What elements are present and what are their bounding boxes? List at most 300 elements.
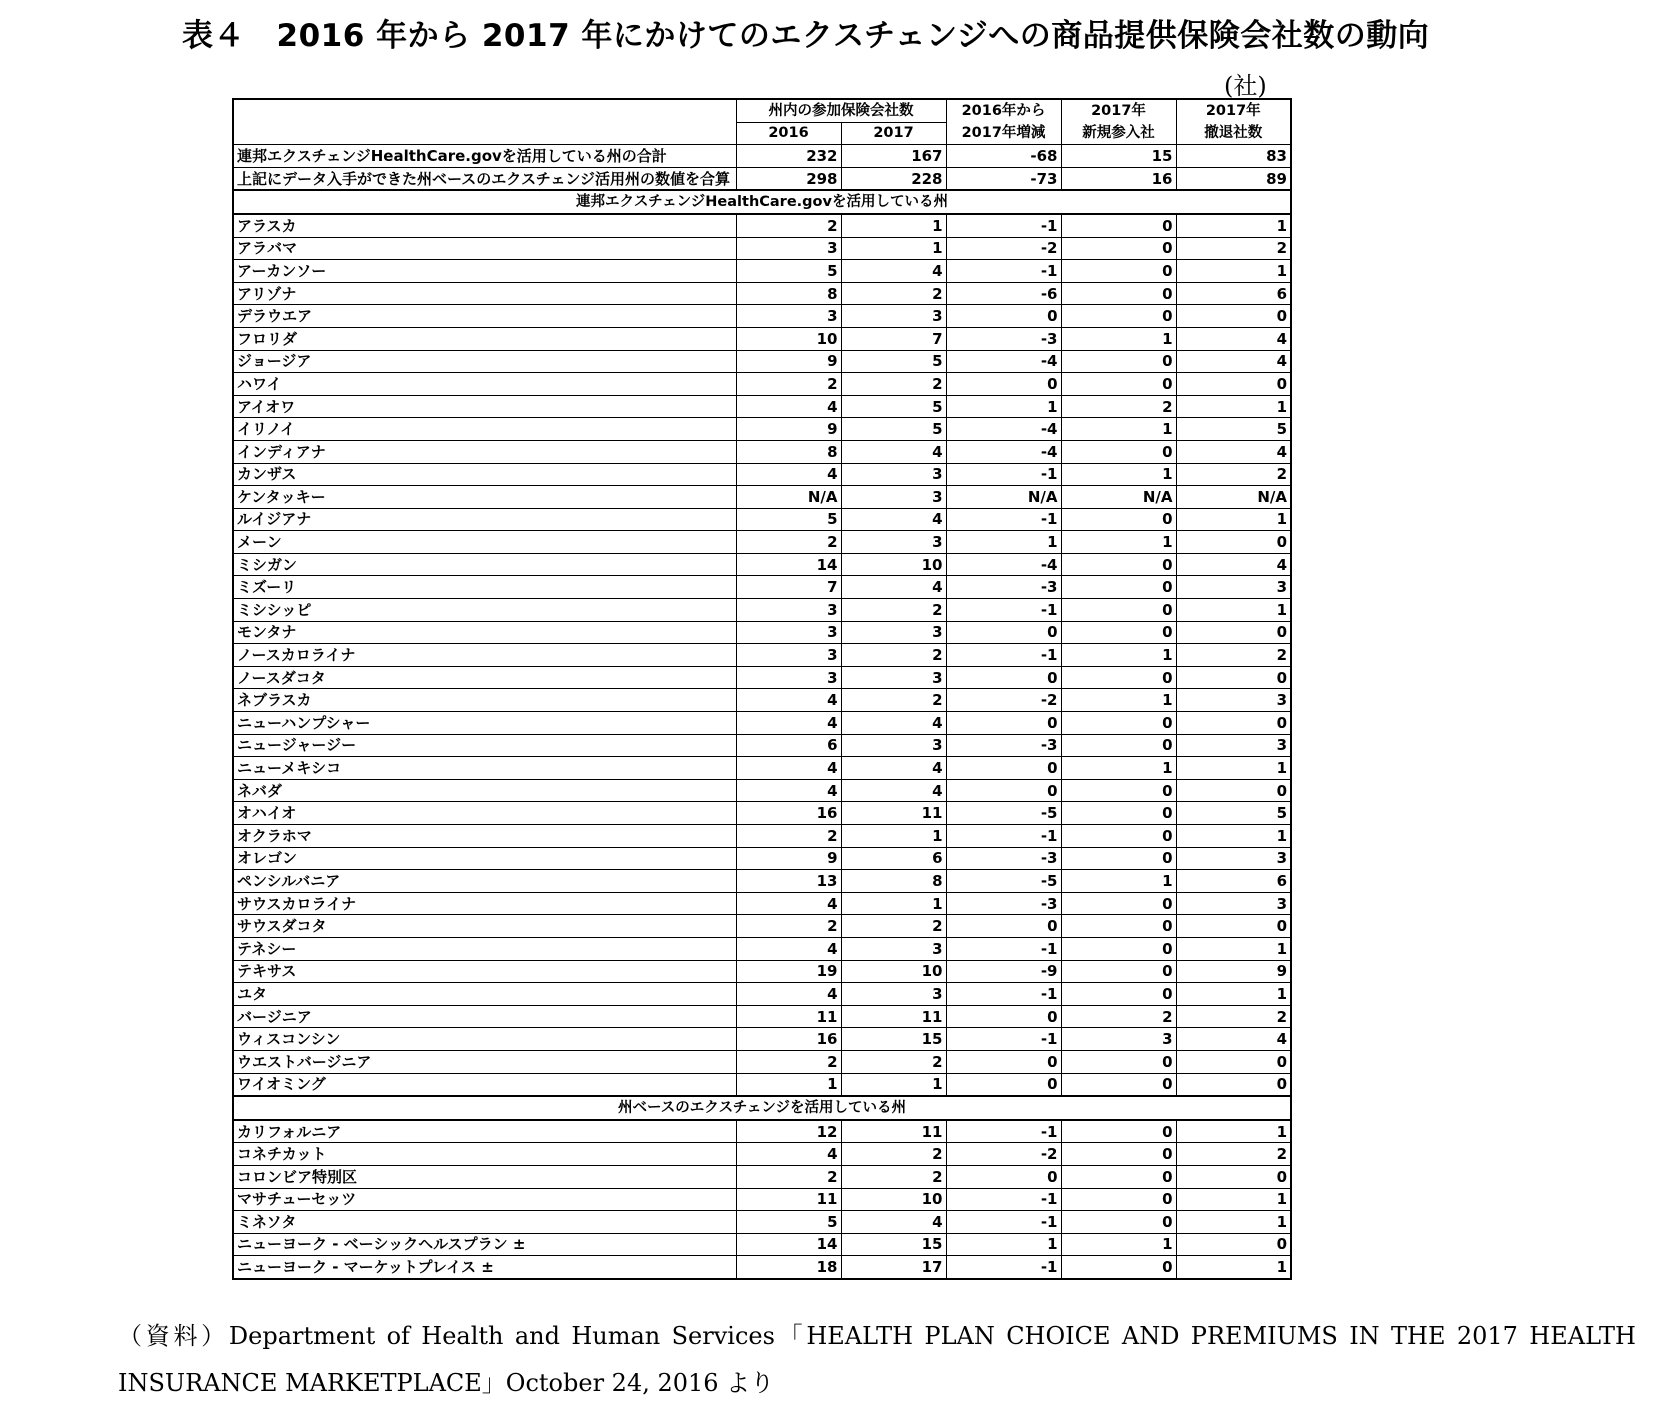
row-label: サウスダコタ [233, 915, 736, 938]
cell-new: 0 [1061, 937, 1176, 960]
cell-exit: 1 [1176, 599, 1291, 622]
cell-v2017: 2 [841, 282, 946, 305]
header-exit-line1: 2017年 [1176, 99, 1291, 122]
row-label: アラバマ [233, 237, 736, 260]
cell-new: 1 [1061, 463, 1176, 486]
cell-v2016: 2 [736, 915, 841, 938]
table-body [233, 145, 1291, 1279]
cell-exit: 1 [1176, 1120, 1291, 1143]
cell-v2017: 4 [841, 508, 946, 531]
cell-v2016: 14 [736, 1233, 841, 1256]
row-label: 連邦エクスチェンジHealthCare.govを活用している州の合計 [233, 145, 736, 168]
cell-change: -1 [946, 1120, 1061, 1143]
table-row [233, 712, 1291, 735]
cell-v2016: 5 [736, 508, 841, 531]
cell-v2016: 3 [736, 621, 841, 644]
table-row [233, 689, 1291, 712]
cell-new: 0 [1061, 553, 1176, 576]
row-label: ウィスコンシン [233, 1028, 736, 1051]
cell-v2016: 4 [736, 689, 841, 712]
unit-label: (社) [1224, 72, 1267, 100]
table-row [233, 644, 1291, 667]
table-row [233, 1188, 1291, 1211]
row-label: アリゾナ [233, 282, 736, 305]
row-label: オクラホマ [233, 825, 736, 848]
cell-new: 0 [1061, 734, 1176, 757]
row-label: ネバダ [233, 779, 736, 802]
table-row [233, 1005, 1291, 1028]
table-row [233, 1073, 1291, 1096]
cell-new: 0 [1061, 1211, 1176, 1234]
row-label: ユタ [233, 983, 736, 1006]
section-federal [233, 190, 1291, 214]
cell-change: 0 [946, 621, 1061, 644]
row-label: テキサス [233, 960, 736, 983]
row-label: テネシー [233, 937, 736, 960]
cell-v2017: 3 [841, 621, 946, 644]
cell-new: 0 [1061, 282, 1176, 305]
cell-v2016: 3 [736, 644, 841, 667]
cell-exit: 4 [1176, 350, 1291, 373]
cell-change: -1 [946, 1188, 1061, 1211]
row-label: ニューヨーク - マーケットプレイス ± [233, 1256, 736, 1279]
header-2016: 2016 [736, 122, 841, 145]
cell-v2017: 3 [841, 305, 946, 328]
row-label: ニューメキシコ [233, 757, 736, 780]
cell-change: -2 [946, 689, 1061, 712]
cell-exit: 4 [1176, 553, 1291, 576]
cell-v2016: 4 [736, 983, 841, 1006]
cell-v2016: 2 [736, 214, 841, 237]
cell-new: 0 [1061, 440, 1176, 463]
cell-v2017: 3 [841, 666, 946, 689]
table-row [233, 1165, 1291, 1188]
cell-exit: 1 [1176, 1211, 1291, 1234]
cell-v2017: 11 [841, 1005, 946, 1028]
cell-v2016: 4 [736, 712, 841, 735]
cell-new: 0 [1061, 1120, 1176, 1143]
row-label: ハワイ [233, 373, 736, 396]
cell-v2017: 5 [841, 418, 946, 441]
cell-new: 0 [1061, 508, 1176, 531]
header-exit-line2: 撤退社数 [1176, 122, 1291, 145]
cell-v2016: 5 [736, 260, 841, 283]
cell-v2016: N/A [736, 486, 841, 509]
cell-v2016: 4 [736, 892, 841, 915]
cell-v2017: 4 [841, 1211, 946, 1234]
cell-v2017: 1 [841, 825, 946, 848]
cell-v2017: 11 [841, 802, 946, 825]
table-row [233, 779, 1291, 802]
cell-v2016: 298 [736, 167, 841, 190]
cell-new: 1 [1061, 689, 1176, 712]
cell-v2017: 6 [841, 847, 946, 870]
header-2017: 2017 [841, 122, 946, 145]
cell-exit: 1 [1176, 1188, 1291, 1211]
row-label: オレゴン [233, 847, 736, 870]
row-label: カリフォルニア [233, 1120, 736, 1143]
table-row [233, 734, 1291, 757]
cell-exit: 0 [1176, 666, 1291, 689]
row-label: オハイオ [233, 802, 736, 825]
cell-v2016: 16 [736, 802, 841, 825]
cell-exit: 0 [1176, 915, 1291, 938]
cell-v2017: 3 [841, 734, 946, 757]
row-label: コロンビア特別区 [233, 1165, 736, 1188]
cell-new: N/A [1061, 486, 1176, 509]
cell-v2016: 13 [736, 870, 841, 893]
cell-v2017: 4 [841, 757, 946, 780]
cell-exit: 1 [1176, 825, 1291, 848]
cell-v2017: 7 [841, 327, 946, 350]
cell-exit: 1 [1176, 1256, 1291, 1279]
cell-exit: 1 [1176, 260, 1291, 283]
cell-exit: 0 [1176, 1073, 1291, 1096]
cell-new: 0 [1061, 1256, 1176, 1279]
row-label: バージニア [233, 1005, 736, 1028]
cell-v2016: 4 [736, 463, 841, 486]
cell-v2017: 15 [841, 1028, 946, 1051]
cell-new: 0 [1061, 892, 1176, 915]
cell-new: 2 [1061, 1005, 1176, 1028]
section-label: 州ベースのエクスチェンジを活用している州 [233, 1096, 1291, 1120]
cell-change: 0 [946, 1165, 1061, 1188]
cell-v2017: 17 [841, 1256, 946, 1279]
table-row [233, 960, 1291, 983]
cell-exit: 2 [1176, 237, 1291, 260]
source-note-line2: INSURANCE MARKETPLACE」October 24, 2016 より [118, 1369, 775, 1397]
cell-change: 0 [946, 757, 1061, 780]
cell-exit: 3 [1176, 847, 1291, 870]
cell-change: 0 [946, 779, 1061, 802]
cell-change: -1 [946, 1211, 1061, 1234]
cell-v2016: 7 [736, 576, 841, 599]
row-label: ミシガン [233, 553, 736, 576]
cell-exit: 1 [1176, 214, 1291, 237]
cell-v2016: 4 [736, 937, 841, 960]
cell-new: 1 [1061, 418, 1176, 441]
header-empty [233, 99, 736, 122]
row-label: インディアナ [233, 440, 736, 463]
cell-v2017: 2 [841, 915, 946, 938]
cell-v2017: 167 [841, 145, 946, 168]
cell-change: -1 [946, 599, 1061, 622]
cell-exit: 1 [1176, 757, 1291, 780]
cell-v2017: 228 [841, 167, 946, 190]
cell-v2017: 10 [841, 1188, 946, 1211]
row-label: カンザス [233, 463, 736, 486]
cell-new: 0 [1061, 847, 1176, 870]
cell-v2017: 3 [841, 463, 946, 486]
cell-change: 0 [946, 915, 1061, 938]
cell-exit: 3 [1176, 576, 1291, 599]
cell-v2016: 2 [736, 1050, 841, 1073]
cell-exit: 5 [1176, 802, 1291, 825]
cell-v2017: 4 [841, 576, 946, 599]
row-label: アイオワ [233, 395, 736, 418]
header-new-line2: 新規参入社 [1061, 122, 1176, 145]
cell-v2017: 4 [841, 712, 946, 735]
table-row [233, 825, 1291, 848]
cell-new: 1 [1061, 531, 1176, 554]
cell-change: -3 [946, 734, 1061, 757]
cell-v2016: 1 [736, 1073, 841, 1096]
table-row [233, 847, 1291, 870]
cell-new: 3 [1061, 1028, 1176, 1051]
table-row [233, 145, 1291, 168]
cell-new: 0 [1061, 621, 1176, 644]
cell-new: 16 [1061, 167, 1176, 190]
cell-v2017: 3 [841, 937, 946, 960]
cell-change: -4 [946, 440, 1061, 463]
cell-v2016: 3 [736, 666, 841, 689]
cell-exit: 6 [1176, 282, 1291, 305]
cell-new: 0 [1061, 576, 1176, 599]
cell-v2016: 14 [736, 553, 841, 576]
header-change-line1: 2016年から [946, 99, 1061, 122]
cell-v2017: 8 [841, 870, 946, 893]
cell-v2017: 2 [841, 689, 946, 712]
table-row [233, 621, 1291, 644]
cell-exit: 4 [1176, 440, 1291, 463]
cell-exit: 6 [1176, 870, 1291, 893]
row-label: サウスカロライナ [233, 892, 736, 915]
table-row [233, 757, 1291, 780]
cell-new: 0 [1061, 350, 1176, 373]
cell-exit: 4 [1176, 1028, 1291, 1051]
cell-v2016: 3 [736, 305, 841, 328]
cell-exit: 0 [1176, 1233, 1291, 1256]
cell-change: 0 [946, 305, 1061, 328]
cell-change: 1 [946, 395, 1061, 418]
row-label: ペンシルバニア [233, 870, 736, 893]
cell-change: 1 [946, 1233, 1061, 1256]
cell-change: -5 [946, 870, 1061, 893]
cell-exit: 4 [1176, 327, 1291, 350]
cell-v2016: 11 [736, 1005, 841, 1028]
cell-new: 2 [1061, 395, 1176, 418]
cell-exit: 0 [1176, 621, 1291, 644]
table-row [233, 1143, 1291, 1166]
cell-new: 1 [1061, 644, 1176, 667]
table-row [233, 1211, 1291, 1234]
row-label: ノースダコタ [233, 666, 736, 689]
table-row [233, 282, 1291, 305]
cell-v2016: 8 [736, 282, 841, 305]
cell-v2016: 2 [736, 825, 841, 848]
cell-new: 0 [1061, 1073, 1176, 1096]
row-label: ミズーリ [233, 576, 736, 599]
cell-exit: 5 [1176, 418, 1291, 441]
cell-change: 0 [946, 1073, 1061, 1096]
cell-exit: 0 [1176, 373, 1291, 396]
header-row-2 [233, 122, 1291, 145]
cell-change: -3 [946, 847, 1061, 870]
cell-v2017: 2 [841, 1165, 946, 1188]
table-row [233, 870, 1291, 893]
cell-exit: 0 [1176, 1050, 1291, 1073]
cell-change: -1 [946, 1028, 1061, 1051]
cell-new: 0 [1061, 599, 1176, 622]
cell-change: -3 [946, 892, 1061, 915]
table-row [233, 305, 1291, 328]
cell-exit: 2 [1176, 1143, 1291, 1166]
cell-change: -1 [946, 983, 1061, 1006]
cell-new: 1 [1061, 870, 1176, 893]
cell-v2017: 2 [841, 1050, 946, 1073]
cell-change: -4 [946, 350, 1061, 373]
table-title: 表４ 2016 年から 2017 年にかけてのエクスチェンジへの商品提供保険会社数の動向 [182, 18, 1430, 54]
row-label: ジョージア [233, 350, 736, 373]
cell-v2017: 2 [841, 644, 946, 667]
cell-exit: 83 [1176, 145, 1291, 168]
table-row [233, 553, 1291, 576]
cell-v2017: 10 [841, 960, 946, 983]
cell-v2016: 9 [736, 418, 841, 441]
cell-exit: N/A [1176, 486, 1291, 509]
table-row [233, 463, 1291, 486]
insurer-table [232, 98, 1292, 1280]
cell-v2017: 3 [841, 531, 946, 554]
cell-exit: 89 [1176, 167, 1291, 190]
cell-change: -3 [946, 327, 1061, 350]
cell-new: 0 [1061, 260, 1176, 283]
row-label: ワイオミング [233, 1073, 736, 1096]
cell-change: -1 [946, 508, 1061, 531]
row-label: アーカンソー [233, 260, 736, 283]
cell-v2016: 16 [736, 1028, 841, 1051]
cell-v2016: 11 [736, 1188, 841, 1211]
row-label: マサチューセッツ [233, 1188, 736, 1211]
table-row [233, 440, 1291, 463]
cell-v2017: 2 [841, 373, 946, 396]
cell-new: 0 [1061, 960, 1176, 983]
cell-v2017: 1 [841, 237, 946, 260]
header-new-line1: 2017年 [1061, 99, 1176, 122]
cell-new: 0 [1061, 666, 1176, 689]
cell-v2017: 2 [841, 1143, 946, 1166]
cell-exit: 2 [1176, 463, 1291, 486]
cell-exit: 1 [1176, 937, 1291, 960]
cell-v2016: 2 [736, 373, 841, 396]
cell-v2017: 4 [841, 440, 946, 463]
table-row [233, 237, 1291, 260]
table-row [233, 373, 1291, 396]
cell-new: 0 [1061, 237, 1176, 260]
cell-new: 15 [1061, 145, 1176, 168]
row-label: デラウエア [233, 305, 736, 328]
cell-v2017: 4 [841, 779, 946, 802]
cell-change: -1 [946, 463, 1061, 486]
cell-change: -2 [946, 237, 1061, 260]
table-row [233, 350, 1291, 373]
cell-change: -4 [946, 553, 1061, 576]
cell-exit: 3 [1176, 689, 1291, 712]
cell-v2016: 5 [736, 1211, 841, 1234]
table-row [233, 937, 1291, 960]
cell-new: 0 [1061, 1188, 1176, 1211]
section-state [233, 1096, 1291, 1120]
row-label: ケンタッキー [233, 486, 736, 509]
cell-v2016: 2 [736, 531, 841, 554]
cell-v2017: 3 [841, 983, 946, 1006]
cell-change: -4 [946, 418, 1061, 441]
cell-exit: 3 [1176, 892, 1291, 915]
cell-new: 0 [1061, 1050, 1176, 1073]
cell-v2016: 4 [736, 1143, 841, 1166]
cell-change: -1 [946, 825, 1061, 848]
cell-new: 0 [1061, 1165, 1176, 1188]
row-label: ネブラスカ [233, 689, 736, 712]
cell-change: 0 [946, 1005, 1061, 1028]
cell-change: -73 [946, 167, 1061, 190]
cell-new: 0 [1061, 802, 1176, 825]
cell-new: 1 [1061, 1233, 1176, 1256]
cell-exit: 0 [1176, 779, 1291, 802]
table-row [233, 892, 1291, 915]
cell-change: -9 [946, 960, 1061, 983]
cell-v2016: 6 [736, 734, 841, 757]
cell-v2016: 8 [736, 440, 841, 463]
cell-new: 0 [1061, 915, 1176, 938]
table-row [233, 508, 1291, 531]
cell-exit: 1 [1176, 508, 1291, 531]
cell-change: -2 [946, 1143, 1061, 1166]
cell-v2016: 3 [736, 599, 841, 622]
source-note-line1: （資料）Department of Health and Human Services「HEALTH PLAN CHOICE AND PREMIUMS IN THE 2017 HEALTH [118, 1322, 1636, 1350]
table-row [233, 1050, 1291, 1073]
cell-v2016: 9 [736, 350, 841, 373]
cell-new: 1 [1061, 757, 1176, 780]
cell-exit: 0 [1176, 305, 1291, 328]
table-row [233, 395, 1291, 418]
cell-change: -5 [946, 802, 1061, 825]
cell-v2017: 5 [841, 350, 946, 373]
row-label: ミネソタ [233, 1211, 736, 1234]
cell-v2016: 10 [736, 327, 841, 350]
table-row [233, 802, 1291, 825]
cell-v2016: 3 [736, 237, 841, 260]
table-row [233, 915, 1291, 938]
cell-change: -1 [946, 214, 1061, 237]
cell-change: -6 [946, 282, 1061, 305]
table-row [233, 599, 1291, 622]
row-label: ニューハンプシャー [233, 712, 736, 735]
cell-v2017: 15 [841, 1233, 946, 1256]
cell-new: 0 [1061, 779, 1176, 802]
cell-exit: 1 [1176, 983, 1291, 1006]
cell-v2017: 1 [841, 214, 946, 237]
table-row [233, 214, 1291, 237]
cell-v2017: 3 [841, 486, 946, 509]
header-change-line2: 2017年増減 [946, 122, 1061, 145]
row-label: ニュージャージー [233, 734, 736, 757]
cell-exit: 0 [1176, 712, 1291, 735]
header-row-1 [233, 99, 1291, 122]
cell-change: -1 [946, 937, 1061, 960]
section-label: 連邦エクスチェンジHealthCare.govを活用している州 [233, 190, 1291, 214]
cell-v2017: 1 [841, 1073, 946, 1096]
cell-change: -1 [946, 644, 1061, 667]
table-row [233, 1120, 1291, 1143]
cell-v2016: 12 [736, 1120, 841, 1143]
cell-v2017: 1 [841, 892, 946, 915]
cell-new: 0 [1061, 983, 1176, 1006]
cell-v2017: 10 [841, 553, 946, 576]
cell-v2016: 9 [736, 847, 841, 870]
table-row [233, 327, 1291, 350]
table-row [233, 1233, 1291, 1256]
